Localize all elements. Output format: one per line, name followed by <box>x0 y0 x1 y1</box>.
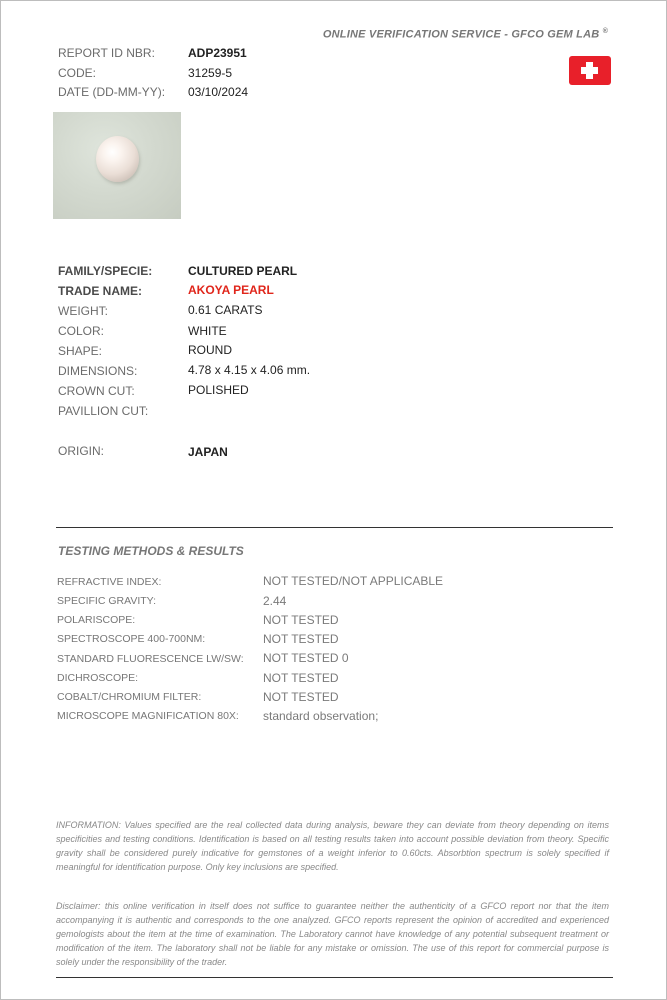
disclaimer-note: Disclaimer: this online verification in itself does not suffice to guarantee neither the authenticity of a GFCO report nor that the item accompanying it is authentic and corresponds to the one analyzed. GFCO reports represent the opinion of accredited and experienced gemologists about the item at the time of examination. The Laboratory cannot have knowledge of any potential subsequent treatment or modification of the item. The laboratory shall not be liable for any mistake or omission. The use of this report for commercial purpose is solely under the responsibility of the trader. <box>56 901 609 967</box>
test-value: NOT TESTED <box>263 632 339 646</box>
code-value: 31259-5 <box>188 66 233 80</box>
family-value: CULTURED PEARL <box>188 264 298 278</box>
shape-label: SHAPE: <box>58 344 103 358</box>
test-label: COBALT/CHROMIUM FILTER: <box>57 691 202 703</box>
code-label: CODE: <box>58 66 97 80</box>
section-divider <box>56 527 613 528</box>
registered-mark: ® <box>602 28 608 35</box>
test-value: NOT TESTED 0 <box>263 651 349 665</box>
footer-divider <box>56 977 613 978</box>
date-value: 03/10/2024 <box>188 85 249 99</box>
weight-label: WEIGHT: <box>58 304 108 318</box>
test-label: REFRACTIVE INDEX: <box>57 576 162 588</box>
report-id-value: ADP23951 <box>188 46 247 60</box>
family-label: FAMILY/SPECIE: <box>58 264 153 278</box>
test-value: NOT TESTED <box>263 690 339 704</box>
test-label: SPECIFIC GRAVITY: <box>57 595 156 607</box>
pavillion-cut-label: PAVILLION CUT: <box>58 404 149 418</box>
crown-cut-value: POLISHED <box>188 383 249 397</box>
test-label: SPECTROSCOPE 400-700NM: <box>57 633 206 645</box>
date-label: DATE (DD-MM-YY): <box>58 85 166 99</box>
information-note: INFORMATION: Values specified are the real collected data during analysis, beware they can deviate from theory depending on items specificities and testing conditions. Identification is based on all testing results taken into account possible deviation from theory. Specific gravity shall be considered purely indicative for gemstones of a weight inferior to 0.60cts. Absorbtion spectrum is solely specified if meaningful for identification purpose. Only key inclusions are specified. <box>56 820 609 872</box>
service-title <box>323 28 608 41</box>
trade-name-value: AKOYA PEARL <box>188 283 274 297</box>
pearl-photo <box>53 112 181 219</box>
weight-value: 0.61 CARATS <box>188 303 263 317</box>
test-value: NOT TESTED/NOT APPLICABLE <box>263 574 444 588</box>
shape-value: ROUND <box>188 343 232 357</box>
test-value: NOT TESTED <box>263 613 339 627</box>
service-title-text: ONLINE VERIFICATION SERVICE - GFCO GEM LAB <box>322 28 600 41</box>
color-value: WHITE <box>188 324 227 338</box>
dimensions-label: DIMENSIONS: <box>58 364 138 378</box>
test-value: 2.44 <box>263 594 287 608</box>
test-label: STANDARD FLUORESCENCE LW/SW: <box>57 653 244 665</box>
test-value: standard observation; <box>263 709 379 723</box>
origin-label: ORIGIN: <box>58 444 105 458</box>
dimensions-value: 4.78 x 4.15 x 4.06 mm. <box>188 363 311 377</box>
test-label: DICHROSCOPE: <box>57 672 139 684</box>
pearl-image <box>96 136 139 182</box>
trade-name-label: TRADE NAME: <box>58 284 142 298</box>
report-id-label: REPORT ID NBR: <box>58 46 155 60</box>
color-label: COLOR: <box>58 324 105 338</box>
test-value: NOT TESTED <box>263 671 339 685</box>
origin-value: JAPAN <box>188 445 228 459</box>
crown-cut-label: CROWN CUT: <box>58 384 135 398</box>
test-label: MICROSCOPE MAGNIFICATION 80X: <box>57 710 239 722</box>
swiss-flag-icon <box>569 56 611 85</box>
testing-title: TESTING METHODS & RESULTS <box>58 544 244 558</box>
test-label: POLARISCOPE: <box>57 614 136 626</box>
